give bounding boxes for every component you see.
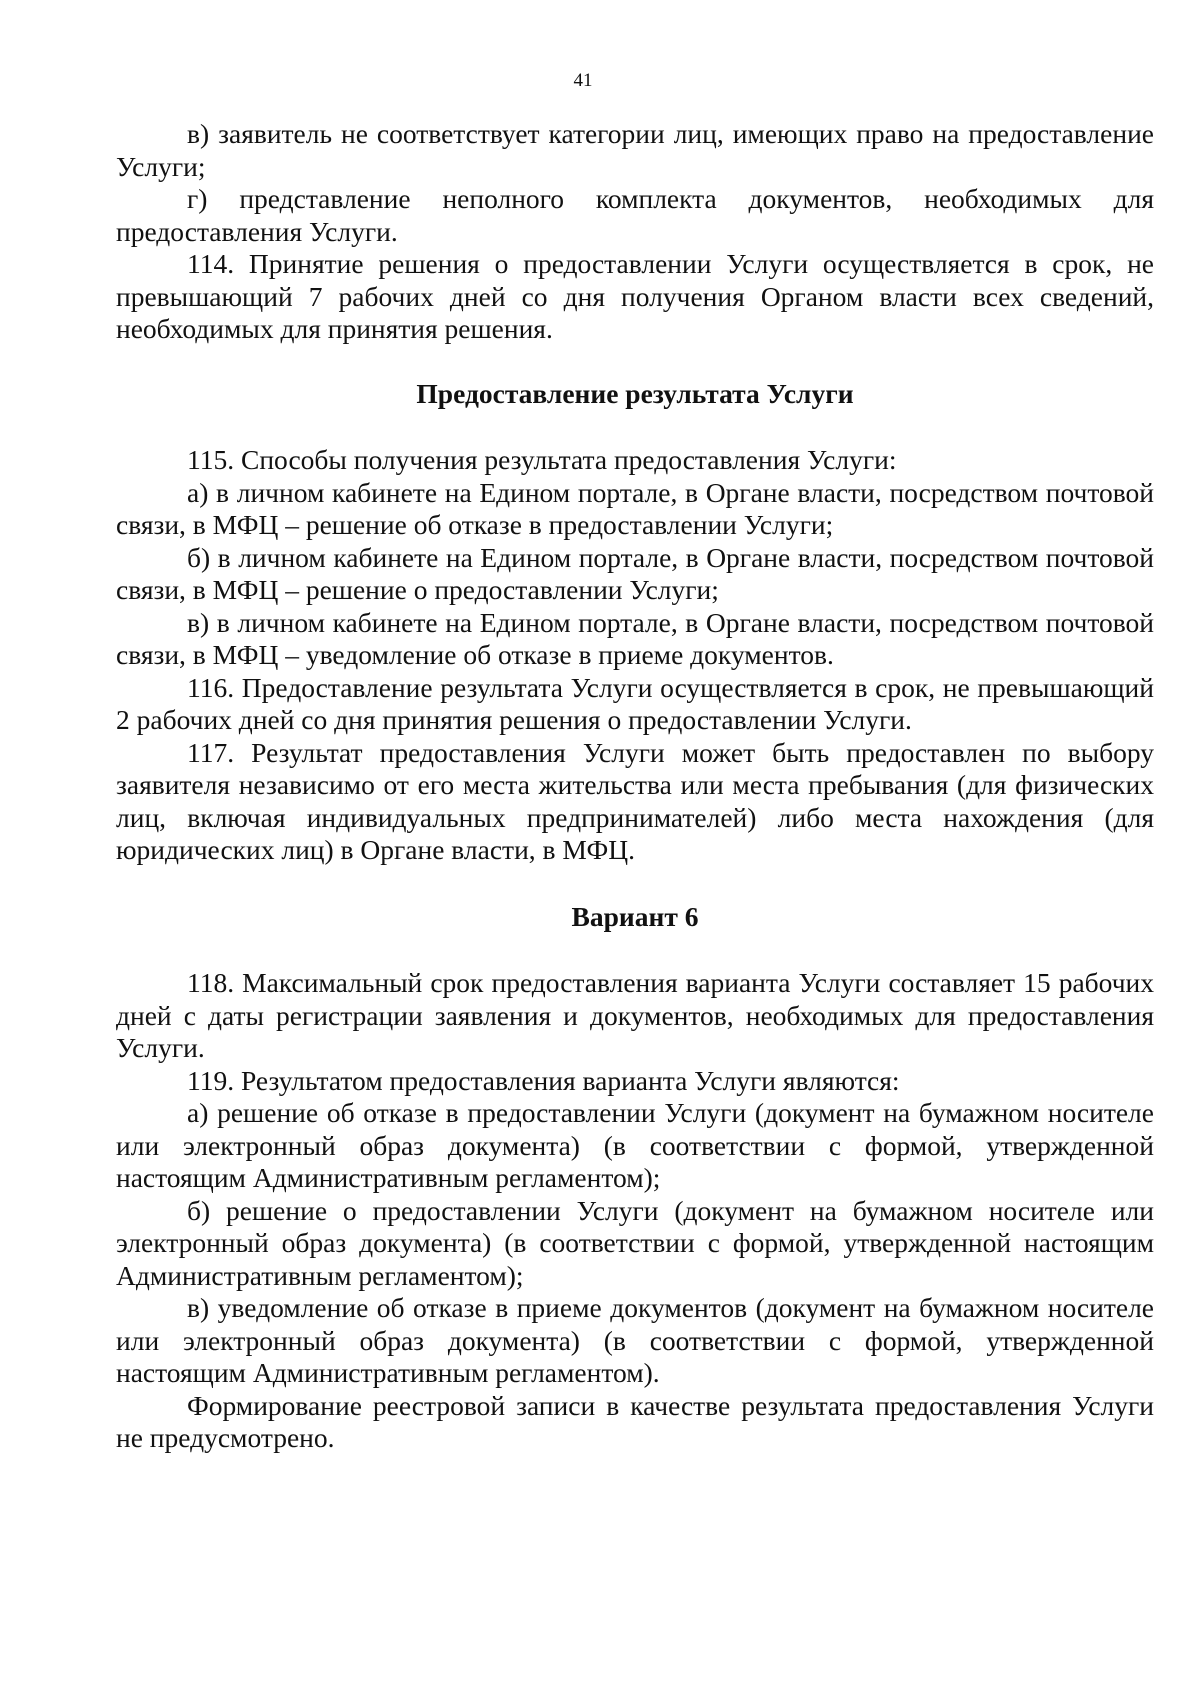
paragraph-119-v: в) уведомление об отказе в приеме документов (документ на бумажном носителе или электронный образ документа) (в соответствии с формой, утвержденной настоящим Административным регламентом). [116, 1292, 1154, 1388]
paragraph-item-g: г) представление неполного комплекта документов, необходимых для предоставления Услуги. [116, 183, 1154, 247]
paragraph-registry-note: Формирование реестровой записи в качестве результата предоставления Услуги не предусмотрено. [116, 1389, 1154, 1453]
paragraph-119-b: б) решение о предоставлении Услуги (документ на бумажном носителе или электронный образ документа) (в соответствии с формой, утвержденной настоящим Административным регламентом); [116, 1194, 1154, 1291]
paragraph-117: 117. Результат предоставления Услуги может быть предоставлен по выбору заявителя независимо от его места жительства или места пребывания (для физических лиц, включая индивидуальных предпринимателей) либо места нахождения (для юридических лиц) в Органе власти, в МФЦ. [116, 736, 1154, 865]
paragraph-116: 116. Предоставление результата Услуги осуществляется в срок, не превышающий 2 рабочих дней со дня принятия решения о предоставлении Услуги. [116, 671, 1154, 735]
paragraph-118: 118. Максимальный срок предоставления варианта Услуги составляет 15 рабочих дней с даты регистрации заявления и документов, необходимых для предоставления Услуги. [116, 967, 1154, 1063]
paragraph-119: 119. Результатом предоставления варианта Услуги являются: [187, 1064, 900, 1096]
paragraph-115: 115. Способы получения результата предоставления Услуги: [187, 444, 897, 475]
section-heading-variant-6: Вариант 6 [571, 900, 699, 932]
paragraph-115-a: а) в личном кабинете на Едином портале, в Органе власти, посредством почтовой связи, в МФЦ – решение об отказе в предоставлении Услуги; [116, 476, 1154, 540]
section-heading-result: Предоставление результата Услуги [416, 377, 854, 409]
page-number: 41 [573, 70, 593, 91]
paragraph-119-a: а) решение об отказе в предоставлении Услуги (документ на бумажном носителе или электронный образ документа) (в соответствии с формой, утвержденной настоящим Административным регламентом); [116, 1097, 1154, 1193]
paragraph-item-v: в) заявитель не соответствует категории лиц, имеющих право на предоставление Услуги; [116, 118, 1154, 182]
paragraph-114: 114. Принятие решения о предоставлении Услуги осуществляется в срок, не превышающий 7 рабочих дней со дня получения Органом власти всех сведений, необходимых для принятия решения. [116, 248, 1154, 344]
paragraph-115-b: б) в личном кабинете на Едином портале, в Органе власти, посредством почтовой связи, в МФЦ – решение о предоставлении Услуги; [116, 541, 1154, 605]
paragraph-115-v: в) в личном кабинете на Едином портале, в Органе власти, посредством почтовой связи, в МФЦ – уведомление об отказе в приеме документов. [116, 606, 1154, 670]
document-body [116, 118, 1154, 1455]
